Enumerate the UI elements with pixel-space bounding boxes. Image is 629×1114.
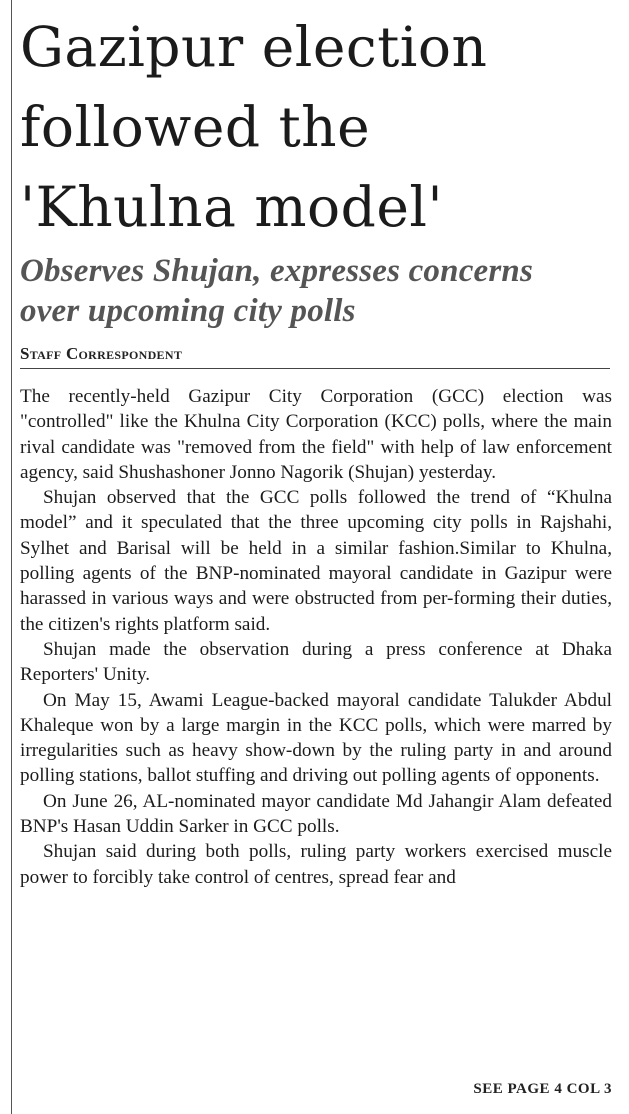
article-body [20,384,612,890]
paragraph: Shujan said during both polls, ruling party workers exercised muscle power to forcibly take control of centres, spread fear and [20,841,612,888]
continued-jump-line: SEE PAGE 4 COL 3 [473,1081,612,1097]
paragraph: Shujan made the observation during a press conference at Dhaka Reporters' Unity. [20,638,612,686]
article [20,0,612,890]
paragraph: The recently-held Gazipur City Corporation (GCC) election was "controlled" like the Khulna City Corporation (KCC) polls, where the main rival candidate was "removed from the field" with help of law enforcement agency, said Shushashoner Jonno Nagorik (Shujan) yesterday. [20,386,612,483]
byline-divider [20,368,610,369]
headline [20,0,612,247]
paragraph: On May 15, Awami League-backed mayoral candidate Talukder Abdul Khaleque won by a large margin in the KCC polls, which were marred by irregularities such as heavy show-down by the ruling party in and around polling stations, ballot stuffing and driving out polling agents of opponents. [20,689,612,787]
subheadline-line: Observes Shujan, expresses concerns [20,253,534,289]
headline-line: 'Khulna model' [20,175,444,239]
byline: Staff Correspondent [20,344,183,363]
paragraph: On June 26, AL-nominated mayor candidate Md Jahangir Alam defeated BNP's Hasan Uddin Sarker in GCC polls. [20,790,612,838]
subheadline-line: over upcoming city polls [20,293,356,329]
subheadline [20,247,612,331]
paragraph: Shujan observed that the GCC polls followed the trend of “Khulna model” and it speculated that the three upcoming city polls in Rajshahi, Sylhet and Barisal will be held in a similar fashion.Similar to Khulna, polling agents of the BNP-nominated mayoral candidate in Gazipur were harassed in various ways and were obstructed from per-forming their duties, the citizen's rights platform said. [20,487,612,635]
headline-line: followed the [20,95,371,159]
headline-line: Gazipur election [20,15,488,79]
column-rule [11,0,12,1114]
